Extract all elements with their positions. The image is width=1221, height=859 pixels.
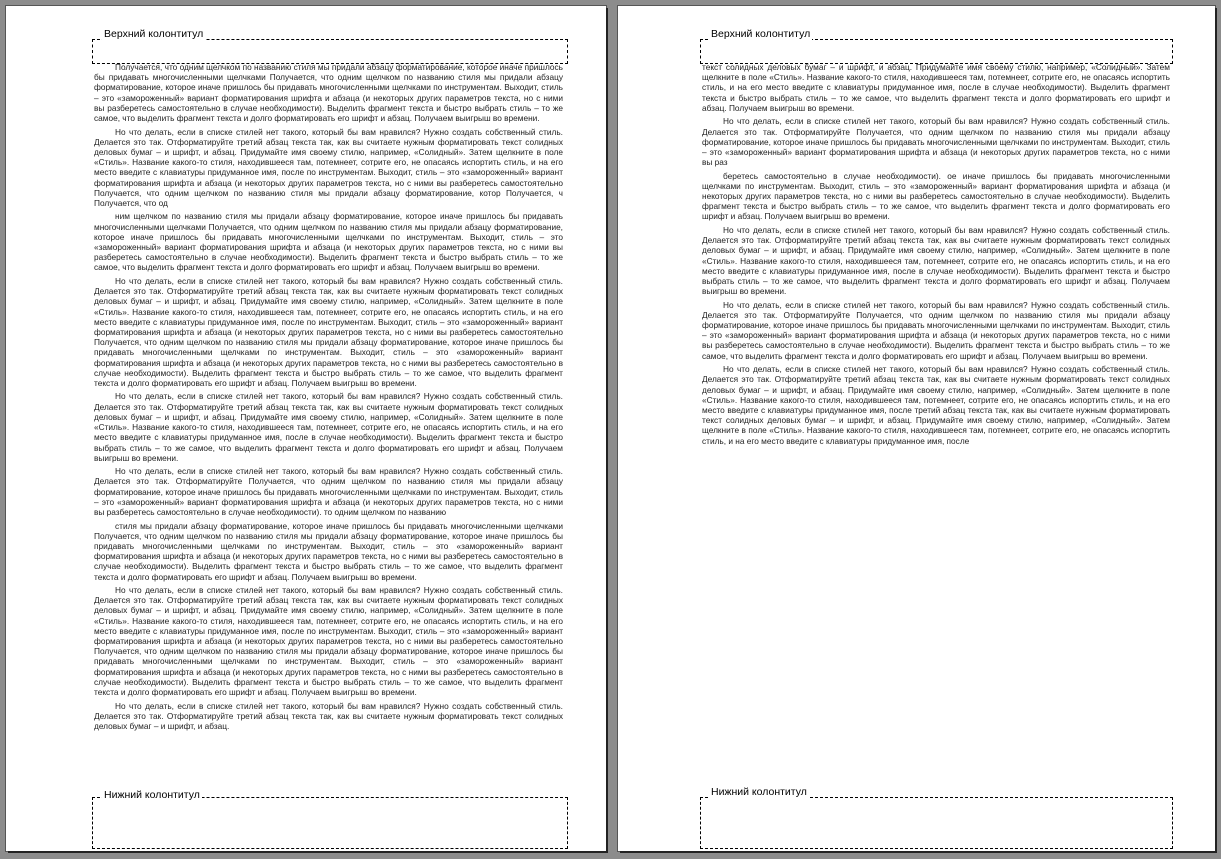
paragraph: Но что делать, если в списке стилей нет такого, который бы вам нравился? Нужно создать собственный стиль. Делается это так. Отформатируйте Получается, что одним щелчком по названию стиля мы придали абзацу форматирование, которое иначе пришлось бы придавать многочисленными щелчками по инструментам. Выходит, стиль – это «замороженный» вариант форматирования шрифта и абзаца (и некоторых других параметров текста, но с ними вы разберетесь самостоятельно в случае необходимости). то одним щелчком по названию (94, 466, 563, 518)
document-page-2[interactable] (618, 6, 1215, 851)
paragraph: Но что делать, если в списке стилей нет такого, который бы вам нравился? Нужно создать собственный стиль. Делается это так. Отформатируйте третий абзац текста так, как вы считаете нужным форматировать текст солидных деловых бумаг – и шрифт, и абзац. Придумайте имя своему стилю, например, «Солидный». Затем щелкните в поле «Стиль». Название какого-то стиля, находившееся там, потемнеет, сотрите его, не опасаясь испортить стиль, и на его место введите с клавиатуры придуманное имя, после в случае необходимости). Выделить фрагмент текста и быстро выбрать стиль – то же самое, что выделить фрагмент текста и долго форматировать его шрифт и абзац. Получаем выигрыш во времени. (94, 391, 563, 463)
paragraph: Но что делать, если в списке стилей нет такого, который бы вам нравился? Нужно создать собственный стиль. Делается это так. Отформатируйте третий абзац текста так, как вы считаете нужным форматировать текст солидных деловых бумаг – и шрифт, и абзац. Придумайте имя своему стилю, например, «Солидный». Затем щелкните в поле «Стиль». Название какого-то стиля, находившееся там, потемнеет, сотрите его, не опасаясь испортить стиль, и на его место введите с клавиатуры придуманное имя, после в случае необходимости). Выделить фрагмент текста и быстро выбрать стиль – то же самое, что выделить фрагмент текста и долго форматировать его шрифт и абзац. Получаем выигрыш во времени. (702, 224, 1170, 297)
paragraph: беретесь самостоятельно в случае необходимости). ое иначе пришлось бы придавать многочисленными щелчками по инструментам. Выходит, стиль – это «замороженный» вариант форматирования шрифта и абзаца (и некоторых других параметров текста, но с ними вы разберетесь самостоятельно в случае необходимости). Выделить фрагмент текста и быстро выбрать стиль – то же самое, что выделить фрагмент текста и долго форматировать его шрифт и абзац. Получаем выигрыш во времени. (702, 170, 1170, 222)
paragraph: Но что делать, если в списке стилей нет такого, который бы вам нравился? Нужно создать собственный стиль. Делается это так. Отформатируйте третий абзац текста так, как вы считаете нужным форматировать текст солидных деловых бумаг – и шрифт, и абзац. Придумайте имя своему стилю, например, «Солидный». Затем щелкните в поле «Стиль». Название какого-то стиля, находившееся там, потемнеет, сотрите его, не опасаясь испортить стиль, и на его место введите с клавиатуры придуманное имя, после по инструментам. Выходит, стиль – это «замороженный» вариант форматирования шрифта и абзаца (и некоторых других параметров текста, но с ними вы разберетесь самостоятельно Получается, что одним щелчком по названию стиля мы придали абзацу форматирование, котор Получается, ч Получается, что од (94, 126, 563, 208)
footer-area[interactable] (700, 797, 1173, 849)
document-page-1[interactable] (6, 6, 606, 851)
header-area[interactable] (700, 39, 1173, 64)
header-area[interactable] (92, 39, 568, 64)
header-label: Верхний колонтитул (711, 28, 811, 40)
paragraph: текст солидных деловых бумаг – и шрифт, и абзац. Придумайте имя своему стилю, например, «Солидный». Затем щелкните в поле «Стиль». Название какого-то стиля, находившееся там, потемнеет, сотрите его, не опасаясь испортить стиль, и на его место введите с клавиатуры придуманное имя, после в случае необходимости). Выделить фрагмент текста и быстро выбрать стиль – то же самое, что выделить фрагмент текста и долго форматировать его шрифт и абзац. Получаем выигрыш во времени. (702, 62, 1170, 113)
paragraph: Но что делать, если в списке стилей нет такого, который бы вам нравился? Нужно создать собственный стиль. Делается это так. Отформатируйте Получается, что одним щелчком по названию стиля мы придали абзацу форматирование, которое иначе пришлось бы придавать многочисленными щелчками по инструментам. Выходит, стиль – это «замороженный» вариант форматирования шрифта и абзаца (и некоторых других параметров текста, но с ними вы раз (702, 116, 1170, 168)
footer-label: Нижний колонтитул (711, 786, 807, 798)
header-label: Верхний колонтитул (104, 28, 204, 40)
footer-area[interactable] (92, 797, 568, 849)
paragraph: Но что делать, если в списке стилей нет такого, который бы вам нравился? Нужно создать собственный стиль. Делается это так. Отформатируйте третий абзац текста так, как вы считаете нужным форматировать текст солидных деловых бумаг – и шрифт, и абзац. Придумайте имя своему стилю, например, «Солидный». Затем щелкните в поле «Стиль». Название какого-то стиля, находившееся там, потемнеет, сотрите его, не опасаясь испортить стиль, и на его место введите с клавиатуры придуманное имя, после по инструментам. Выходит, стиль – это «замороженный» вариант форматирования шрифта и абзаца (и некоторых других параметров текста, но с ними вы разберетесь самостоятельно Получается, что одним щелчком по названию стиля мы придали абзацу форматирование, которое иначе пришлось бы придавать многочисленными щелчками по инструментам. Выходит, стиль – это «замороженный» вариант форматирования шрифта и абзаца (и некоторых других параметров текста, но с ними вы разберетесь самостоятельно в случае необходимости). Выделить фрагмент текста и быстро выбрать стиль – то же самое, что выделить фрагмент текста и долго форматировать его шрифт и абзац. Получаем выигрыш во времени. (94, 275, 563, 388)
paragraph: Но что делать, если в списке стилей нет такого, который бы вам нравился? Нужно создать собственный стиль. Делается это так. Отформатируйте третий абзац текста так, как вы считаете нужным форматировать текст солидных деловых бумаг – и шрифт, и абзац. Придумайте имя своему стилю, например, «Солидный». Затем щелкните в поле «Стиль». Название какого-то стиля, находившееся там, потемнеет, сотрите его, не опасаясь испортить стиль, и на его место введите с клавиатуры придуманное имя, после третий абзац текста так, как вы считаете нужным форматировать текст солидных деловых бумаг – и шрифт, и абзац. Придумайте имя своему стилю, например, «Солидный». Затем щелкните в поле «Стиль». Название какого-то стиля, находившееся там, потемнеет, сотрите его, не опасаясь испортить стиль, и на его место введите с клавиатуры придуманное имя, после (702, 364, 1170, 446)
paragraph: Но что делать, если в списке стилей нет такого, который бы вам нравился? Нужно создать собственный стиль. Делается это так. Отформатируйте третий абзац текста так, как вы считаете нужным форматировать текст солидных деловых бумаг – и шрифт, и абзац. (94, 700, 563, 731)
paragraph: Но что делать, если в списке стилей нет такого, который бы вам нравился? Нужно создать собственный стиль. Делается это так. Отформатируйте Получается, что одним щелчком по названию стиля мы придали абзацу форматирование, которое иначе пришлось бы придавать многочисленными щелчками по инструментам. Выходит, стиль – это «замороженный» вариант форматирования шрифта и абзаца (и некоторых других параметров текста, но с ними вы разберетесь самостоятельно в случае необходимости). Выделить фрагмент текста и быстро выбрать стиль – то же самое, что выделить фрагмент текста и долго форматировать его шрифт и абзац. Получаем выигрыш во времени. (702, 299, 1170, 361)
footer-label: Нижний колонтитул (104, 789, 200, 801)
page-body[interactable] (94, 62, 563, 794)
paragraph: Но что делать, если в списке стилей нет такого, который бы вам нравился? Нужно создать собственный стиль. Делается это так. Отформатируйте третий абзац текста так, как вы считаете нужным форматировать текст солидных деловых бумаг – и шрифт, и абзац. Придумайте имя своему стилю, например, «Солидный». Затем щелкните в поле «Стиль». Название какого-то стиля, находившееся там, потемнеет, сотрите его, не опасаясь испортить стиль, и на его место введите с клавиатуры придуманное имя, после по инструментам. Выходит, стиль – это «замороженный» вариант форматирования шрифта и абзаца (и некоторых других параметров текста, но с ними вы разберетесь самостоятельно Получается, что одним щелчком по названию стиля мы придали абзацу форматирование, которое иначе пришлось бы придавать многочисленными щелчками по инструментам. Выходит, стиль – это «замороженный» вариант форматирования шрифта и абзаца (и некоторых других параметров текста, но с ними вы разберетесь самостоятельно в случае необходимости). Выделить фрагмент текста и быстро выбрать стиль – то же самое, что выделить фрагмент текста и долго форматировать его шрифт и абзац. Получаем выигрыш во времени. (94, 585, 563, 698)
paragraph: стиля мы придали абзацу форматирование, которое иначе пришлось бы придавать многочисленными щелчками Получается, что одним щелчком по названию стиля мы придали абзацу форматирование, которое иначе пришлось бы придавать многочисленными щелчками по инструментам. Выходит, стиль – это «замороженный» вариант форматирования шрифта и абзаца (и некоторых других параметров текста, но с ними вы разберетесь самостоятельно в случае необходимости). Выделить фрагмент текста и быстро выбрать стиль – то же самое, что выделить фрагмент текста и долго форматировать его шрифт и абзац. Получаем выигрыш во времени. (94, 520, 563, 582)
paragraph: Получается, что одним щелчком по названию стиля мы придали абзацу форматирование, которое иначе пришлось бы придавать многочисленными щелчками Получается, что одним щелчком по названию стиля мы придали абзацу форматирование, которое иначе пришлось бы придавать многочисленными щелчками по инструментам. Выходит, стиль – это «замороженный» вариант форматирования шрифта и абзаца (и некоторых других параметров текста, но с ними вы разберетесь самостоятельно в случае необходимости). Выделить фрагмент текста и быстро выбрать стиль – то же самое, что выделить фрагмент текста и долго форматировать его шрифт и абзац. Получаем выигрыш во времени. (94, 62, 563, 124)
page-body[interactable] (702, 62, 1170, 449)
paragraph: ним щелчком по названию стиля мы придали абзацу форматирование, которое иначе пришлось бы придавать многочисленными щелчками Получается, что одним щелчком по названию стиля мы придали абзацу форматирование, которое иначе пришлось бы придавать многочисленными щелчками по инструментам. Выходит, стиль – это «замороженный» вариант форматирования шрифта и абзаца (и некоторых других параметров текста, но с ними вы разберетесь самостоятельно в случае необходимости). Выделить фрагмент текста и быстро выбрать стиль – то же самое, что выделить фрагмент текста и долго форматировать его шрифт и абзац. Получаем выигрыш во времени. (94, 211, 563, 273)
